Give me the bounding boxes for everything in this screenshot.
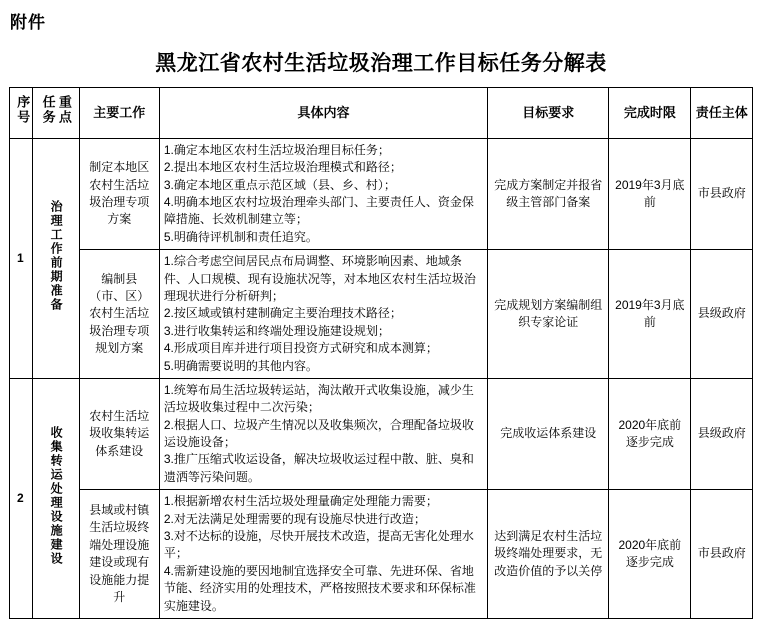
row-seq-1-text: 1 bbox=[16, 250, 25, 265]
deadline-2-2: 2020年底前逐步完成 bbox=[609, 490, 691, 619]
responsible-2-1: 县级政府 bbox=[691, 378, 753, 489]
main-work-1-2: 编制县（市、区）农村生活垃圾治理专项规划方案 bbox=[79, 250, 159, 379]
column-header-key-task bbox=[32, 88, 79, 139]
detail-line: 1.根据新增农村生活垃圾处理量确定处理能力需要； bbox=[163, 494, 438, 509]
task-breakdown-table bbox=[9, 87, 753, 619]
responsible-2-2: 市县政府 bbox=[691, 490, 753, 619]
deadline-1-2: 2019年3月底前 bbox=[609, 250, 691, 379]
detail-line: 1.统筹布局生活垃圾转运站，淘汰敞开式收集设施，减少生活垃圾收集过程中二次污染； bbox=[163, 382, 474, 415]
table-row bbox=[10, 378, 753, 489]
detail-line: 1.综合考虑空间居民点布局调整、环境影响因素、地域条件、人口规模、现有设施状况等，对本地区农村生活垃圾治理现状进行分析研判； bbox=[163, 254, 476, 303]
detail-line: 3.对不达标的设施，尽快开展技术改造，提高无害化处理水平； bbox=[163, 529, 474, 561]
detail-line: 3.进行收集转运和终端处理设施建设规划； bbox=[163, 323, 390, 338]
row-seq-1 bbox=[10, 138, 33, 378]
goal-1-2: 完成规划方案编制组织专家论证 bbox=[488, 250, 609, 379]
column-header-responsible: 责任主体 bbox=[691, 88, 753, 139]
detail-line: 4.形成项目库并进行项目投资方式研究和成本测算； bbox=[163, 341, 438, 356]
detail-1-1 bbox=[159, 138, 487, 249]
column-header-main-work: 主要工作 bbox=[79, 88, 159, 139]
deadline-2-1: 2020年底前逐步完成 bbox=[609, 378, 691, 489]
detail-line: 1.确定本地区农村生活垃圾治理目标任务； bbox=[163, 142, 390, 157]
page-title: 黑龙江省农村生活垃圾治理工作目标任务分解表 bbox=[155, 52, 607, 75]
column-header-key-task-text: 重点任务 bbox=[40, 95, 72, 125]
attachment-label: 附件 bbox=[10, 13, 46, 32]
row-key-task-1-text: 治理工作前期准备 bbox=[49, 199, 64, 312]
detail-line: 2.提出本地区农村生活垃圾治理模式和路径； bbox=[163, 160, 402, 175]
detail-line: 2.对无法满足处理需要的现有设施尽快进行改造； bbox=[163, 511, 426, 526]
detail-line: 3.确定本地区重点示范区域（县、乡、村）； bbox=[163, 177, 396, 192]
main-work-2-2: 县域或村镇生活垃圾终端处理设施建设或现有设施能力提升 bbox=[79, 490, 159, 619]
deadline-1-1: 2019年3月底前 bbox=[609, 138, 691, 249]
row-key-task-2-text: 收集转运处理设施建设 bbox=[49, 425, 64, 566]
column-header-detail: 具体内容 bbox=[159, 88, 487, 139]
main-work-2-1: 农村生活垃圾收集转运体系建设 bbox=[79, 378, 159, 489]
detail-line: 3.推广压缩式收运设备，解决垃圾收运过程中散、脏、臭和遗洒等污染问题。 bbox=[163, 452, 474, 484]
table-row bbox=[10, 490, 753, 619]
row-key-task-1 bbox=[32, 138, 79, 378]
column-header-seq bbox=[10, 88, 33, 139]
table-header-row bbox=[10, 88, 753, 139]
main-work-1-1: 制定本地区农村生活垃圾治理专项方案 bbox=[79, 138, 159, 249]
row-seq-2 bbox=[10, 378, 33, 618]
detail-2-1 bbox=[159, 378, 487, 489]
column-header-seq-text: 序号 bbox=[15, 95, 31, 125]
goal-2-1: 完成收运体系建设 bbox=[488, 378, 609, 489]
column-header-deadline: 完成时限 bbox=[609, 88, 691, 139]
responsible-1-2: 县级政府 bbox=[691, 250, 753, 379]
document-page bbox=[0, 8, 762, 613]
detail-line: 2.按区域或镇村建制确定主要治理技术路径； bbox=[163, 306, 402, 321]
detail-line: 4.明确本地区农村垃圾治理牵头部门、主要责任人、资金保障措施、长效机制建立等； bbox=[163, 195, 474, 227]
row-key-task-2 bbox=[32, 378, 79, 618]
goal-1-1: 完成方案制定并报省级主管部门备案 bbox=[488, 138, 609, 249]
table-row bbox=[10, 250, 753, 379]
column-header-goal: 目标要求 bbox=[488, 88, 609, 139]
row-seq-2-text: 2 bbox=[16, 490, 25, 505]
detail-1-2 bbox=[159, 250, 487, 379]
table-row bbox=[10, 138, 753, 249]
detail-2-2 bbox=[159, 490, 487, 619]
responsible-1-1: 市县政府 bbox=[691, 138, 753, 249]
goal-2-2: 达到满足农村生活垃圾终端处理要求，无改造价值的予以关停 bbox=[488, 490, 609, 619]
detail-line: 5.明确需要说明的其他内容。 bbox=[163, 358, 318, 373]
detail-line: 2.根据人口、垃圾产生情况以及收集频次，合理配备垃圾收运设施设备； bbox=[163, 417, 474, 450]
detail-line: 5.明确待评机制和责任追究。 bbox=[163, 229, 318, 244]
detail-line: 4.需新建设施的要因地制宜选择安全可靠、先进环保、省地节能、经济实用的处理技术，严格按照技术要求和环保标准实施建设。 bbox=[163, 563, 476, 613]
